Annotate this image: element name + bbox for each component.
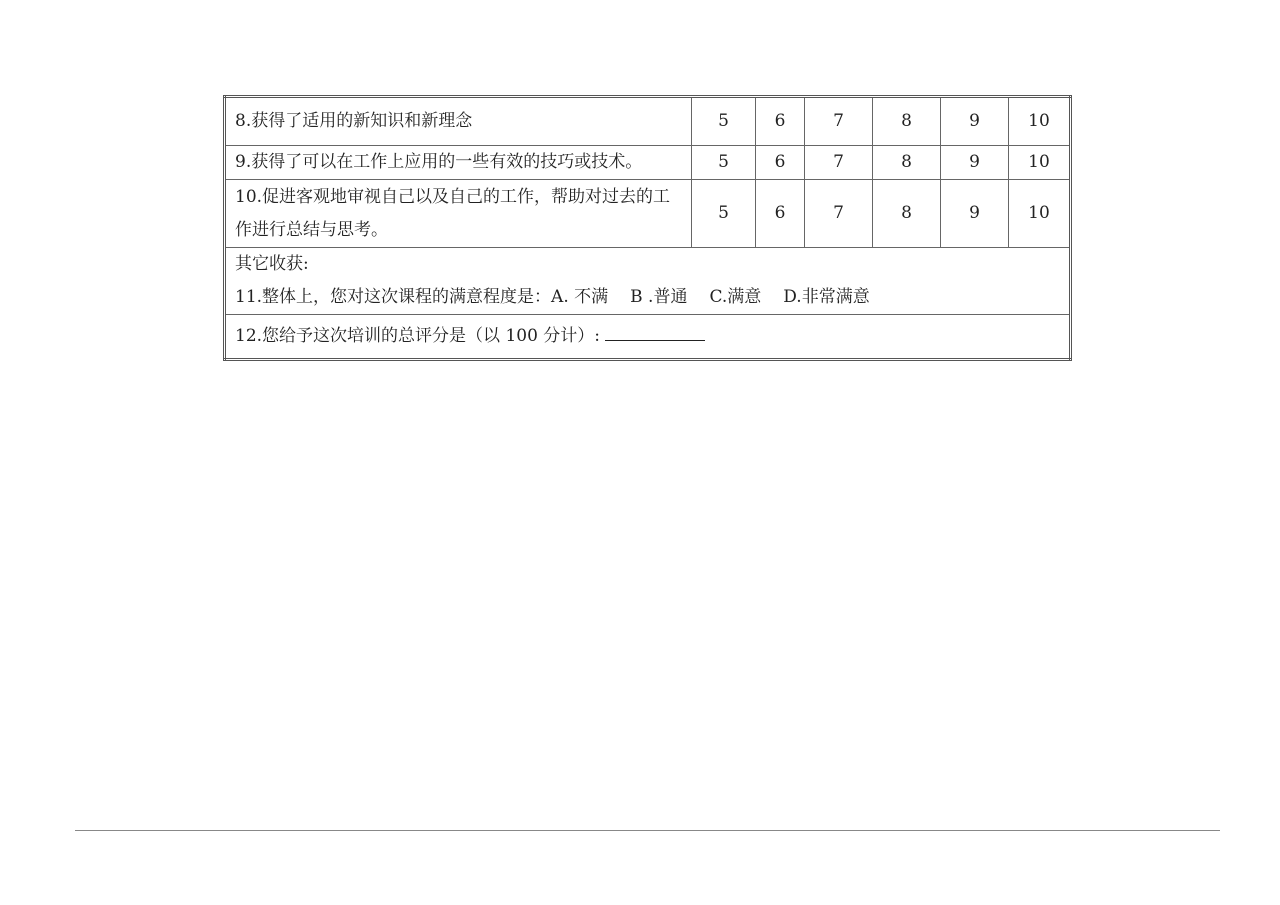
score-option[interactable]: 6: [756, 180, 805, 248]
score-option[interactable]: 10: [1009, 180, 1071, 248]
score-option[interactable]: 8: [873, 97, 941, 146]
score-option[interactable]: 9: [941, 97, 1009, 146]
question-11-prompt: 11.整体上，您对这次课程的满意程度是：: [235, 287, 552, 307]
table-row: [225, 97, 1071, 146]
score-option[interactable]: 7: [805, 180, 873, 248]
score-option[interactable]: 6: [756, 146, 805, 180]
score-option[interactable]: 5: [692, 97, 756, 146]
question-9: 9.获得了可以在工作上应用的一些有效的技巧或技术。: [225, 146, 692, 180]
score-option[interactable]: 5: [692, 180, 756, 248]
score-option[interactable]: 7: [805, 146, 873, 180]
score-option[interactable]: 5: [692, 146, 756, 180]
question-8: 8.获得了适用的新知识和新理念: [225, 97, 692, 146]
option-c[interactable]: C.满意: [709, 287, 762, 307]
question-11: [235, 281, 1060, 314]
table-row: [225, 146, 1071, 180]
score-option[interactable]: 6: [756, 97, 805, 146]
score-option[interactable]: 9: [941, 146, 1009, 180]
footer-divider: [75, 830, 1220, 831]
question-10: 10.促进客观地审视自己以及自己的工作，帮助对过去的工作进行总结与思考。: [225, 180, 692, 248]
question-12-prompt: 12.您给予这次培训的总评分是（以 100 分计）:: [235, 326, 601, 346]
table-row: [225, 248, 1071, 315]
question-12: [225, 315, 1071, 360]
table-row: [225, 180, 1071, 248]
score-option[interactable]: 10: [1009, 97, 1071, 146]
other-gains-cell: [225, 248, 1071, 315]
score-option[interactable]: 8: [873, 146, 941, 180]
table-row: [225, 315, 1071, 360]
option-d[interactable]: D.非常满意: [783, 287, 870, 307]
other-gains-label: 其它收获:: [235, 254, 309, 274]
score-option[interactable]: 8: [873, 180, 941, 248]
score-option[interactable]: 10: [1009, 146, 1071, 180]
score-option[interactable]: 9: [941, 180, 1009, 248]
option-a[interactable]: A. 不满: [551, 287, 609, 307]
option-b[interactable]: B .普通: [630, 287, 688, 307]
score-option[interactable]: 7: [805, 97, 873, 146]
score-blank-field[interactable]: [605, 320, 705, 341]
evaluation-table: [223, 95, 1072, 361]
